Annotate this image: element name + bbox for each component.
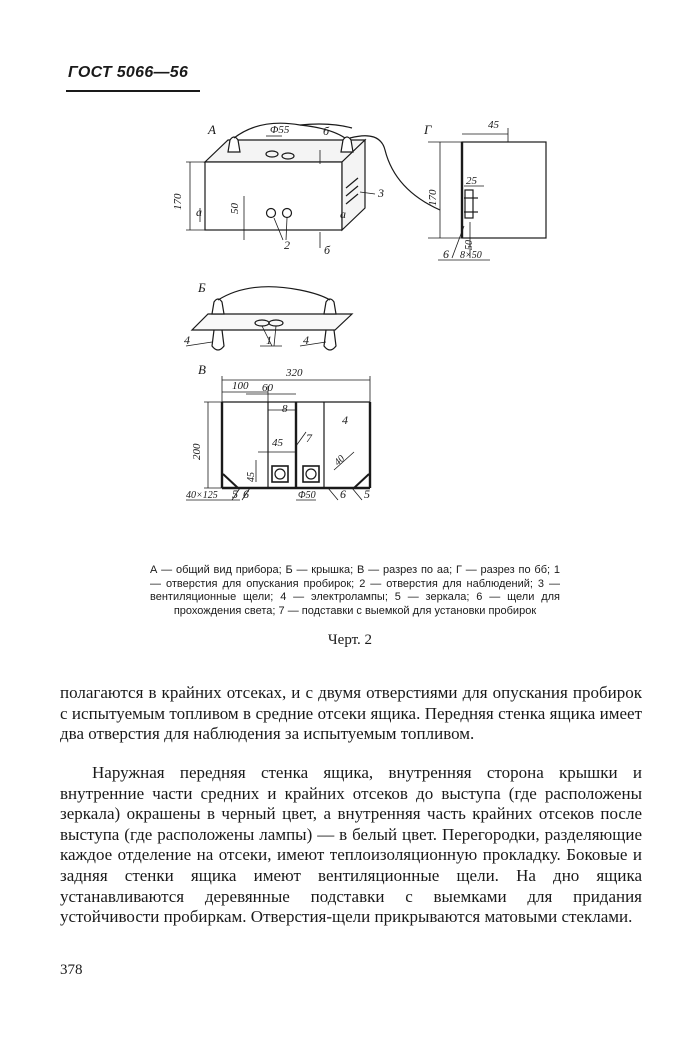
dim-200: 200 <box>191 443 203 460</box>
dim-100: 100 <box>232 380 249 392</box>
dim-320: 320 <box>286 367 303 379</box>
view-b-lid <box>192 287 352 350</box>
paragraph-1: полагаются в крайних отсеках, и с двумя отверстиями для опускания пробирок с испытуемым топливом в средние отсеки ящика. Передняя стенка ящика имеет два отверстия для наблюдения за испытуемым топливом. <box>60 683 642 744</box>
mark-a-right: а <box>340 207 346 221</box>
mark-6-right: 6 <box>340 487 346 501</box>
figure-number: Черт. 2 <box>327 632 373 648</box>
dim-45-v: 45 <box>272 437 283 449</box>
dim-60: 60 <box>262 382 273 394</box>
dim-phi50: Φ50 <box>298 490 316 501</box>
dim-phi55: Φ55 <box>270 124 290 136</box>
dim-40: 40 <box>332 453 348 469</box>
mark-4-v: 4 <box>342 413 348 427</box>
view-label-b: Б <box>198 280 206 295</box>
mark-6-left: 6 <box>243 487 249 501</box>
view-label-g: Г <box>424 122 432 137</box>
dim-25-g: 25 <box>466 175 477 187</box>
mark-5-right: 5 <box>364 487 370 501</box>
figure-caption: А — общий вид прибора; Б — крышка; В — разрез по аа; Г — разрез по бб; 1 — отверстия для опускания пробирок; 2 — отверстия для наблюдений; 3 — вентиляционные щели; 4 — электролампы; 5 — зеркала; 6 — щели для прохождения света; 7 — подставки с выемкой для установки пробирок <box>150 564 560 617</box>
mark-2: 2 <box>284 238 290 252</box>
mark-1: 1 <box>266 333 272 347</box>
dim-8x50: 8×50 <box>460 250 482 261</box>
dim-170-g: 170 <box>427 189 439 206</box>
dim-40x125: 40×125 <box>186 490 218 501</box>
dim-170-a: 170 <box>172 193 184 210</box>
document-header: ГОСТ 5066—56 <box>68 64 189 81</box>
dim-50-g: 50 <box>464 240 475 250</box>
mark-a-left: а <box>196 205 202 219</box>
mark-7: 7 <box>306 431 312 445</box>
dim-45-v-vertical: 45 <box>246 472 257 482</box>
mark-b-bottom: б <box>324 243 331 257</box>
dim-50-a: 50 <box>229 203 241 214</box>
mark-4-left: 4 <box>184 333 190 347</box>
page-number: 378 <box>60 962 83 978</box>
mark-3: 3 <box>378 186 384 200</box>
mark-5-left: 5 <box>232 487 238 501</box>
dim-8: 8 <box>282 403 288 415</box>
mark-4-right: 4 <box>303 333 309 347</box>
mark-6-g: 6 <box>443 247 449 261</box>
mark-b-top: б <box>323 124 330 138</box>
view-label-a: А <box>208 122 216 137</box>
view-label-v: В <box>198 362 206 377</box>
view-g-section <box>462 142 546 238</box>
dim-45-g: 45 <box>488 119 499 131</box>
paragraph-2: Наружная передняя стенка ящика, внутренняя сторона крышки и внутренние части средних и крайних отсеков до выступа (где расположены зеркала) окрашены в черный цвет, а внутренняя часть крайних отсеков после выступа (где расположены лампы) — в белый цвет. Перегородки, разделяющие каждое отделение на отсеки, имеют теплоизоляционную прокладку. Боковые и задняя стенки ящика имеют вентиляционные щели. На дно ящика устанавливаются деревянные подставки с выемками для придания устойчивости пробиркам. Отверстия-щели прикрываются матовыми стеклами. <box>60 763 642 927</box>
